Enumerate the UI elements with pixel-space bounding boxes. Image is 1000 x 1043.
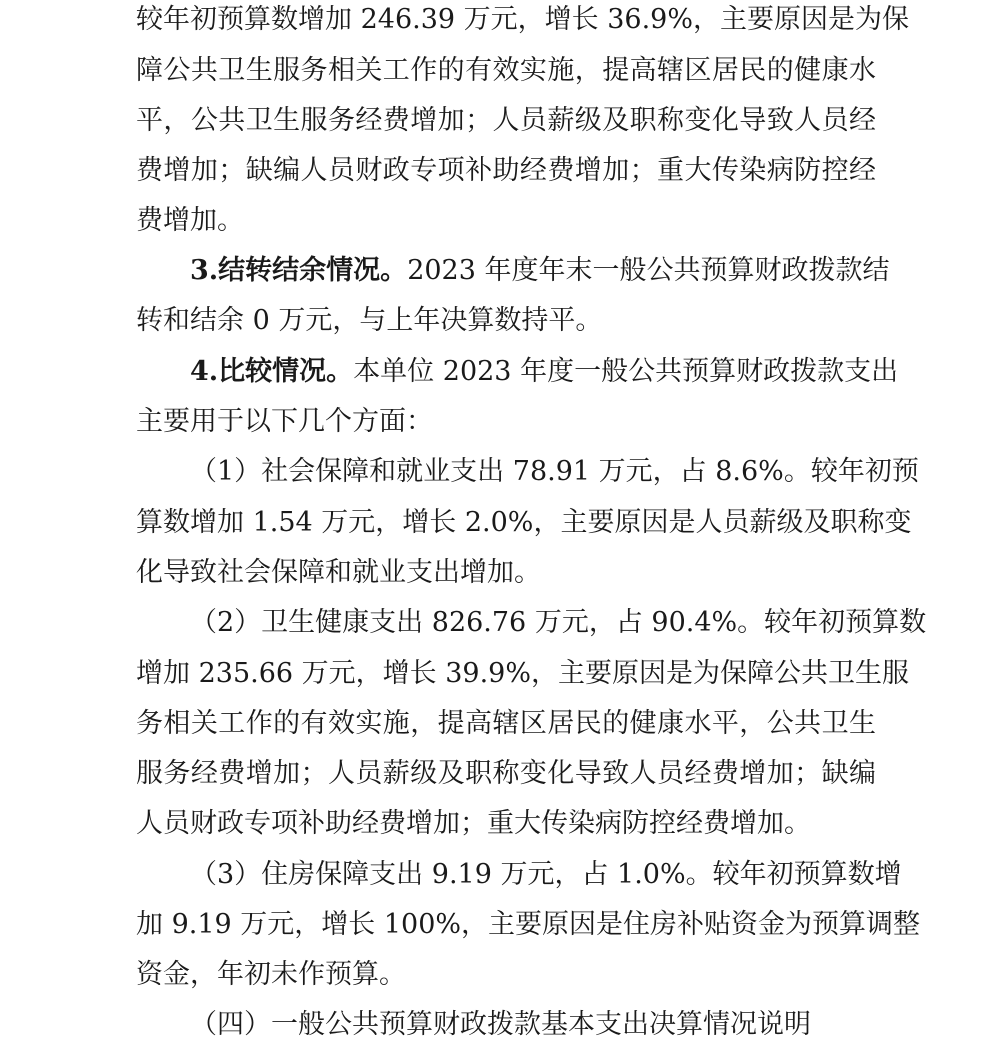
body-line: 资金，年初未作预算。: [136, 959, 406, 990]
body-line: 务相关工作的有效实施，提高辖区居民的健康水平，公共卫生: [136, 708, 876, 739]
body-line: 增加 235.66 万元，增长 39.9%，主要原因是为保障公共卫生服: [136, 658, 909, 689]
section-heading-4: （四）一般公共预算财政拨款基本支出决算情况说明: [190, 1009, 811, 1040]
body-line: 平，公共卫生服务经费增加；人员薪级及职称变化导致人员经: [136, 105, 876, 136]
section-3-line: [190, 253, 890, 289]
section-4-line: [190, 354, 899, 390]
body-line: 转和结余 0 万元，与上年决算数持平。: [136, 305, 603, 336]
body-line: 较年初预算数增加 246.39 万元，增长 36.9%，主要原因是为保: [136, 4, 909, 35]
section-3-heading: 3.结转结余情况。: [190, 255, 408, 286]
body-line: 费增加。: [136, 205, 244, 236]
body-line: 加 9.19 万元，增长 100%，主要原因是住房补贴资金为预算调整: [136, 909, 921, 940]
body-line: 人员财政专项补助经费增加；重大传染病防控经费增加。: [136, 808, 811, 839]
body-line: 障公共卫生服务相关工作的有效实施，提高辖区居民的健康水: [136, 55, 876, 86]
section-4-heading: 4.比较情况。: [190, 356, 354, 387]
body-line: 服务经费增加；人员薪级及职称变化导致人员经费增加；缺编: [136, 758, 876, 789]
item-2-line: （2）卫生健康支出 826.76 万元，占 90.4%。较年初预算数: [190, 607, 927, 638]
body-line: 费增加；缺编人员财政专项补助经费增加；重大传染病防控经: [136, 155, 876, 186]
body-line: 算数增加 1.54 万元，增长 2.0%，主要原因是人员薪级及职称变: [136, 507, 912, 538]
body-line: 化导致社会保障和就业支出增加。: [136, 557, 541, 588]
section-3-text: 2023 年度年末一般公共预算财政拨款结: [407, 255, 890, 286]
item-1-line: （1）社会保障和就业支出 78.91 万元，占 8.6%。较年初预: [190, 456, 919, 487]
section-4-text: 本单位 2023 年度一般公共预算财政拨款支出: [353, 356, 899, 387]
item-3-line: （3）住房保障支出 9.19 万元，占 1.0%。较年初预算数增: [190, 859, 902, 890]
body-line: 主要用于以下几个方面：: [136, 406, 433, 437]
